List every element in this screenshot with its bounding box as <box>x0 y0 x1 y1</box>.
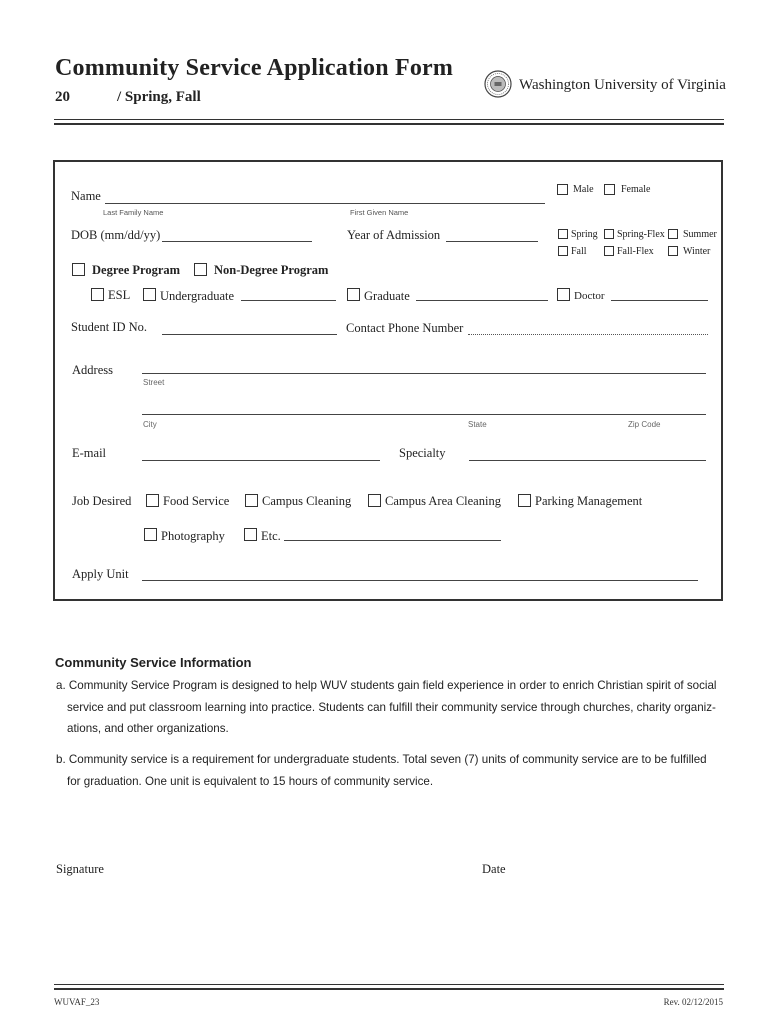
year-admission-label: Year of Admission <box>347 228 441 242</box>
esl-checkbox[interactable] <box>91 288 104 301</box>
date-label: Date <box>482 862 506 876</box>
photography-checkbox[interactable] <box>144 528 157 541</box>
university-name: Washington University of Virginia <box>519 77 726 93</box>
food-service-label: Food Service <box>163 494 230 508</box>
job-desired-label: Job Desired <box>72 494 132 508</box>
food-service-checkbox[interactable] <box>146 494 159 507</box>
city-hint: City <box>143 420 157 429</box>
address-label: Address <box>72 363 113 377</box>
para-a-line-2: service and put classroom learning into practice. Students can fulfill their community service through churches, charity organiz- <box>67 700 716 714</box>
revision-date: Rev. 02/12/2015 <box>663 997 723 1007</box>
form-title: Community Service Application Form <box>55 55 454 81</box>
etc-field[interactable] <box>284 540 501 541</box>
fall-checkbox[interactable] <box>558 246 568 256</box>
student-id-label: Student ID No. <box>71 320 148 334</box>
winter-checkbox[interactable] <box>668 246 678 256</box>
degree-program-checkbox[interactable] <box>72 263 85 276</box>
contact-phone-label: Contact Phone Number <box>346 321 464 335</box>
info-paragraph-b <box>56 749 731 792</box>
name-field[interactable] <box>105 203 545 204</box>
zip-hint: Zip Code <box>628 420 661 429</box>
email-label: E-mail <box>72 446 107 460</box>
para-a-line-3: ations, and other organizations. <box>67 722 229 735</box>
doctor-field[interactable] <box>611 300 708 301</box>
spring-flex-label: Spring-Flex <box>617 229 665 240</box>
undergraduate-field[interactable] <box>241 300 336 301</box>
summer-checkbox[interactable] <box>668 229 678 239</box>
header-rule-bottom <box>54 123 724 125</box>
city-state-zip-field[interactable] <box>142 414 706 415</box>
semester-text: / Spring, Fall <box>117 89 201 105</box>
apply-unit-field[interactable] <box>142 580 698 581</box>
spring-checkbox[interactable] <box>558 229 568 239</box>
state-hint: State <box>468 420 487 429</box>
year-prefix: 20 <box>55 89 70 105</box>
non-degree-program-label: Non-Degree Program <box>214 263 329 277</box>
undergraduate-label: Undergraduate <box>160 289 235 303</box>
esl-label: ESL <box>108 288 131 302</box>
para-b-line-1: b. Community service is a requirement for undergraduate students. Total seven (7) units of community service are to be fulfilled <box>56 753 707 766</box>
doctor-checkbox[interactable] <box>557 288 570 301</box>
semester-line <box>55 89 201 106</box>
info-heading: Community Service Information <box>55 655 252 670</box>
dob-field[interactable] <box>162 241 312 242</box>
contact-phone-field[interactable] <box>468 334 708 335</box>
graduate-label: Graduate <box>364 289 410 303</box>
first-name-hint: First Given Name <box>350 208 409 217</box>
graduate-checkbox[interactable] <box>347 288 360 301</box>
dob-label: DOB (mm/dd/yy) <box>71 228 161 242</box>
street-hint: Street <box>143 378 165 387</box>
student-id-field[interactable] <box>162 334 337 335</box>
winter-label: Winter <box>683 246 711 257</box>
campus-cleaning-checkbox[interactable] <box>245 494 258 507</box>
degree-program-label: Degree Program <box>92 263 181 277</box>
footer-rule-top <box>54 984 724 985</box>
fall-flex-checkbox[interactable] <box>604 246 614 256</box>
parking-management-checkbox[interactable] <box>518 494 531 507</box>
male-label: Male <box>573 184 594 195</box>
graduate-field[interactable] <box>416 300 548 301</box>
para-a-line-1: a. Community Service Program is designed to help WUV students gain field experience in order to enrich Christian spirit of social <box>56 679 717 692</box>
fall-flex-label: Fall-Flex <box>617 246 654 257</box>
campus-area-cleaning-label: Campus Area Cleaning <box>385 494 501 508</box>
university-seal-icon <box>484 70 512 98</box>
year-admission-field[interactable] <box>446 241 538 242</box>
form-code: WUVAF_23 <box>54 997 100 1007</box>
info-paragraph-a <box>56 675 731 740</box>
etc-checkbox[interactable] <box>244 528 257 541</box>
header-rule-top <box>54 119 724 120</box>
street-field[interactable] <box>142 373 706 374</box>
spring-flex-checkbox[interactable] <box>604 229 614 239</box>
female-label: Female <box>621 184 651 195</box>
non-degree-program-checkbox[interactable] <box>194 263 207 276</box>
name-label: Name <box>71 189 101 203</box>
campus-cleaning-label: Campus Cleaning <box>262 494 352 508</box>
undergraduate-checkbox[interactable] <box>143 288 156 301</box>
spring-label: Spring <box>571 229 598 240</box>
last-name-hint: Last Family Name <box>103 208 164 217</box>
etc-label: Etc. <box>261 529 281 543</box>
female-checkbox[interactable] <box>604 184 615 195</box>
signature-label: Signature <box>56 862 104 876</box>
doctor-label: Doctor <box>574 290 605 302</box>
summer-label: Summer <box>683 229 717 240</box>
fall-label: Fall <box>571 246 587 257</box>
para-b-line-2: for graduation. One unit is equivalent to 15 hours of community service. <box>67 774 434 788</box>
email-field[interactable] <box>142 460 380 461</box>
specialty-label: Specialty <box>399 446 446 460</box>
apply-unit-label: Apply Unit <box>72 567 129 581</box>
specialty-field[interactable] <box>469 460 706 461</box>
male-checkbox[interactable] <box>557 184 568 195</box>
photography-label: Photography <box>161 529 225 543</box>
campus-area-cleaning-checkbox[interactable] <box>368 494 381 507</box>
footer-rule-bottom <box>54 988 724 990</box>
parking-management-label: Parking Management <box>535 494 643 508</box>
